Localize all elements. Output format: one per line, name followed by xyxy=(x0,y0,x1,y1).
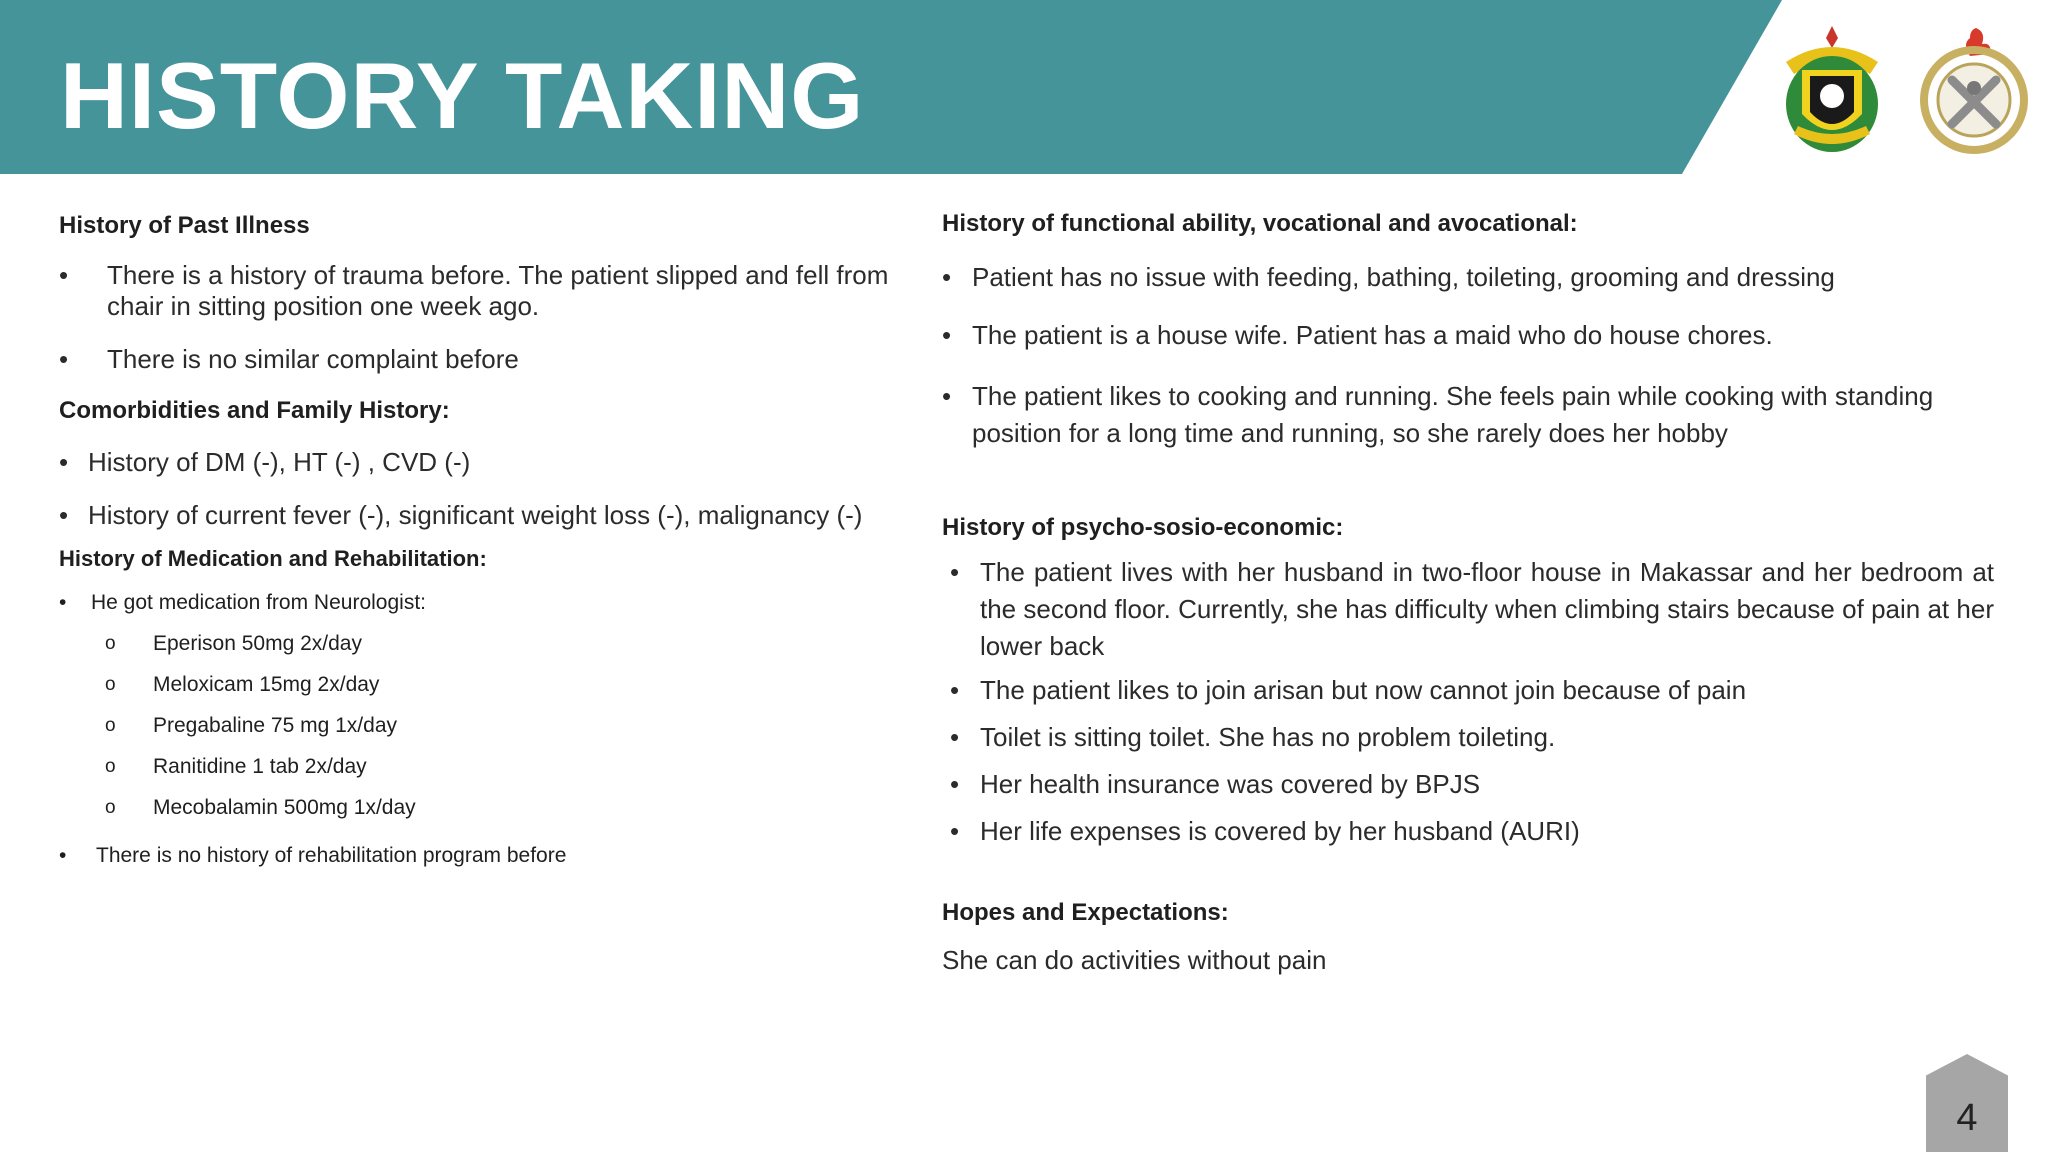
list-item: • He got medication from Neurologist: xyxy=(59,589,895,617)
functional-list xyxy=(942,262,1994,452)
list-item: • There is no similar complaint before xyxy=(59,344,519,374)
list-item: o Mecobalamin 500mg 1x/day xyxy=(59,794,895,822)
drug-list xyxy=(59,630,895,822)
left-column xyxy=(59,210,895,870)
functional-heading: History of functional ability, vocational and avocational: xyxy=(942,210,1578,237)
circle-bullet-icon: o xyxy=(105,756,116,777)
psychosocial-heading: History of psycho-sosio-economic: xyxy=(942,514,1344,541)
university-emblem-logo xyxy=(1772,22,1892,156)
past-illness-list xyxy=(59,260,895,375)
bullet-icon: • xyxy=(950,557,960,587)
list-item: • Patient has no issue with feeding, bathing, toileting, grooming and dressing xyxy=(942,262,1835,292)
list-item: o Meloxicam 15mg 2x/day xyxy=(59,671,895,699)
medication-heading: History of Medication and Rehabilitation: xyxy=(59,546,487,571)
bullet-icon: • xyxy=(942,262,952,292)
bullet-icon: • xyxy=(950,816,960,846)
list-item: • Toilet is sitting toilet. She has no problem toileting. xyxy=(950,722,1556,752)
bullet-icon: • xyxy=(59,344,69,374)
bullet-icon: • xyxy=(942,381,952,411)
rehab-list xyxy=(59,842,895,870)
bullet-icon: • xyxy=(59,447,69,477)
bullet-icon: • xyxy=(942,320,952,350)
rehabilitation-medicine-logo xyxy=(1912,22,2036,156)
bullet-icon: • xyxy=(59,260,69,290)
page-number: 4 xyxy=(1956,1097,1978,1139)
list-item: • The patient is a house wife. Patient has a maid who do house chores. xyxy=(942,320,1773,350)
hopes-heading: Hopes and Expectations: xyxy=(942,899,1229,926)
comorbidities-heading: Comorbidities and Family History: xyxy=(59,397,450,424)
list-item: o Pregabaline 75 mg 1x/day xyxy=(59,712,895,740)
list-item: • The patient likes to join arisan but now cannot join because of pain xyxy=(950,675,1747,705)
list-item: • The patient likes to cooking and running. She feels pain while cooking with standing position for a long time and running, so she rarely does her hobby xyxy=(942,378,1994,452)
bullet-icon: • xyxy=(59,591,67,614)
hopes-text: She can do activities without pain xyxy=(942,945,1327,975)
circle-bullet-icon: o xyxy=(105,674,116,695)
list-item: • There is no history of rehabilitation program before xyxy=(59,842,895,870)
list-item: o Ranitidine 1 tab 2x/day xyxy=(59,753,895,781)
list-item: o Eperison 50mg 2x/day xyxy=(59,630,895,658)
list-item: • The patient lives with her husband in two-floor house in Makassar and her bedroom at the second floor. Currently, she has difficulty when climbing stairs because of pain at her lower back xyxy=(942,554,1994,665)
bullet-icon: • xyxy=(950,675,960,705)
list-item: • History of DM (-), HT (-) , CVD (-) xyxy=(59,447,471,477)
psychosocial-list xyxy=(942,554,1994,847)
list-item: • There is a history of trauma before. The patient slipped and fell from chair in sitting position one week ago. xyxy=(59,260,889,321)
medication-intro-list xyxy=(59,589,895,617)
bullet-icon: • xyxy=(950,769,960,799)
circle-bullet-icon: o xyxy=(105,715,116,736)
bullet-icon: • xyxy=(950,722,960,752)
list-item: • Her health insurance was covered by BPJS xyxy=(950,769,1481,799)
comorbidities-list xyxy=(59,447,895,531)
list-item: • History of current fever (-), significant weight loss (-), malignancy (-) xyxy=(59,500,863,530)
bullet-icon: • xyxy=(59,844,67,867)
circle-bullet-icon: o xyxy=(105,797,116,818)
bullet-icon: • xyxy=(59,500,69,530)
past-illness-heading: History of Past Illness xyxy=(59,212,310,239)
circle-bullet-icon: o xyxy=(105,633,116,654)
list-item: • Her life expenses is covered by her husband (AURI) xyxy=(950,816,1580,846)
slide-title: HISTORY TAKING xyxy=(60,43,865,148)
right-column xyxy=(942,208,1994,976)
